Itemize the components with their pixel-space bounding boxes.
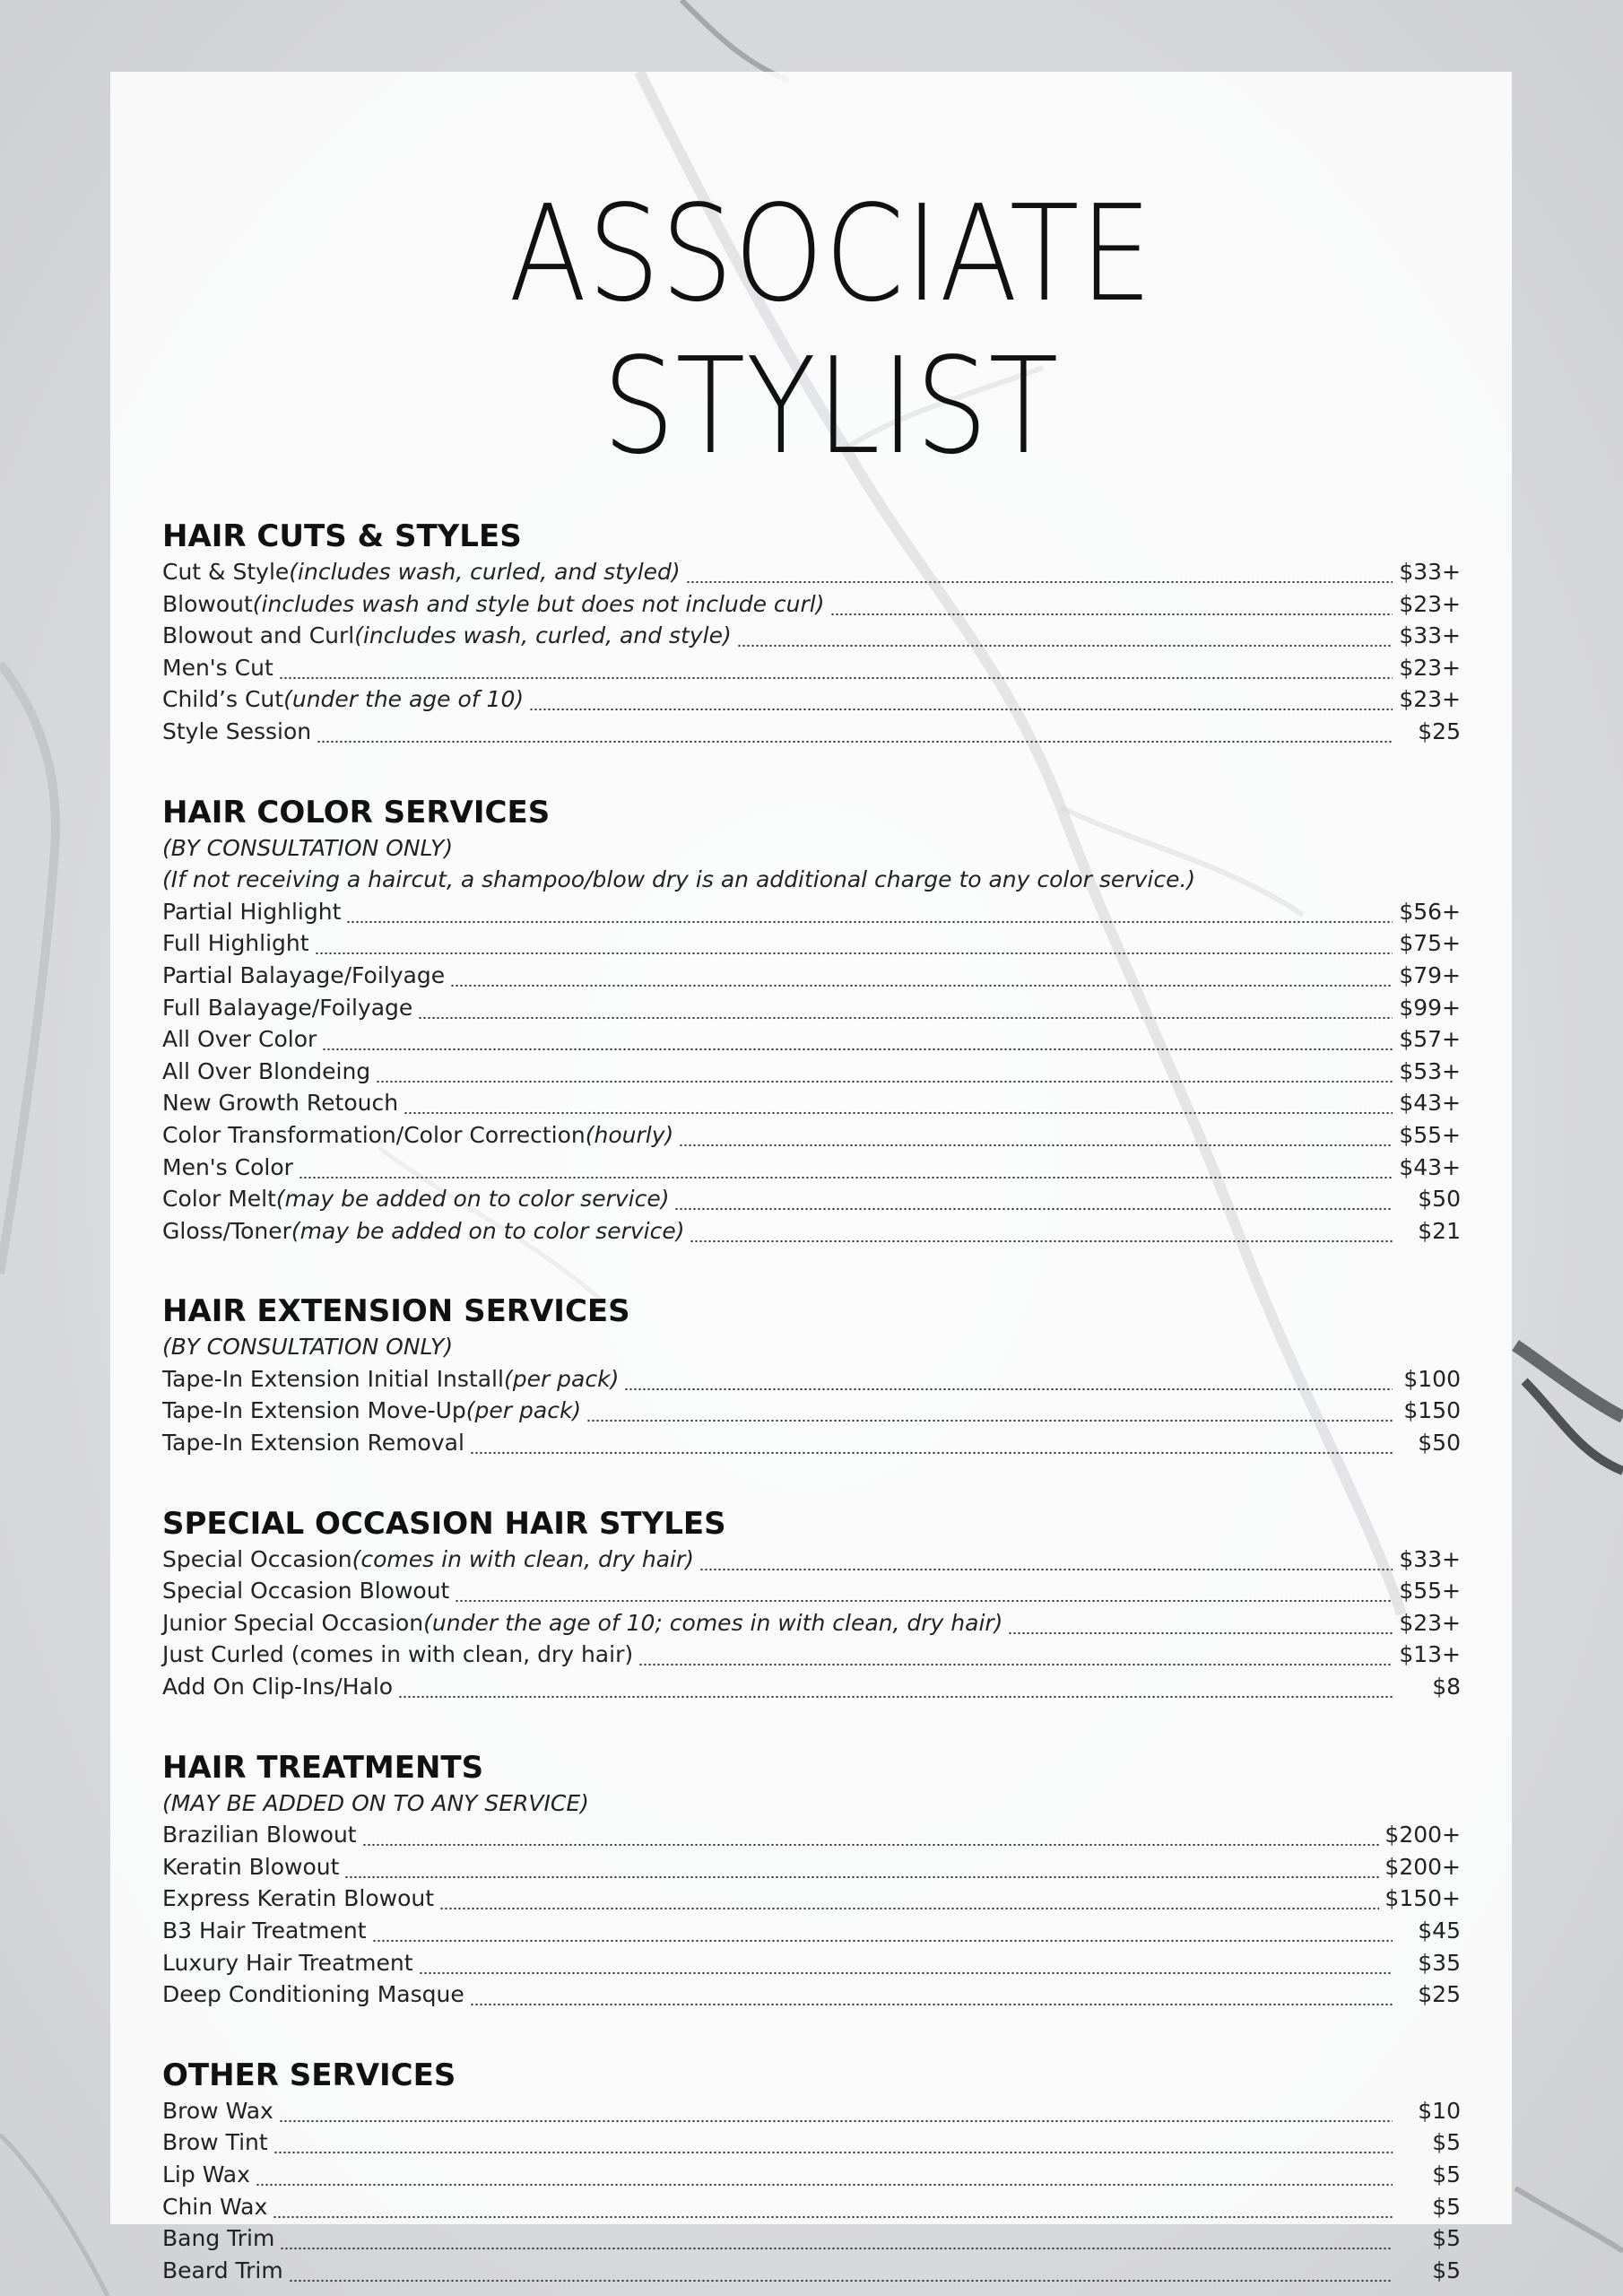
service-list (162, 1363, 1461, 1459)
service-price: $43+ (1399, 1090, 1461, 1117)
service-row (162, 2095, 1461, 2127)
section (162, 795, 1461, 1248)
section (162, 518, 1461, 748)
section-title: HAIR CUTS & STYLES (162, 518, 522, 554)
dot-leader (376, 1056, 1393, 1088)
dot-leader (273, 2191, 1393, 2223)
service-row (162, 927, 1461, 960)
service-detail: (per pack) (503, 1365, 620, 1392)
dot-leader (1008, 1607, 1393, 1639)
service-detail: (hourly) (585, 1121, 674, 1148)
service-row (162, 1915, 1461, 1947)
dot-leader (362, 1819, 1380, 1851)
dot-leader (439, 1883, 1379, 1915)
dot-leader (289, 2255, 1393, 2287)
section-note: (If not receiving a haircut, a shampoo/blow dry is an additional charge to any color service.) (162, 866, 1196, 893)
service-name: Blowout (162, 590, 253, 617)
service-name: All Over Color (162, 1026, 317, 1053)
service-name: Deep Conditioning Masque (162, 1981, 464, 2008)
service-name: Blowout and Curl (162, 622, 355, 649)
service-detail: (includes wash, curled, and style) (354, 622, 732, 649)
section-title: HAIR COLOR SERVICES (162, 794, 551, 831)
service-price: $57+ (1399, 1026, 1461, 1053)
service-row (162, 620, 1461, 652)
service-price: $45 (1418, 1918, 1461, 1944)
dot-leader (418, 992, 1393, 1024)
service-name: Special Occasion Blowout (162, 1578, 450, 1605)
service-price: $35 (1418, 1949, 1461, 1976)
service-name: Men's Color (162, 1153, 293, 1180)
dot-leader (470, 1979, 1393, 2011)
service-row (162, 1947, 1461, 1979)
service-row (162, 2222, 1461, 2255)
service-price: $79+ (1399, 961, 1461, 988)
dot-leader (470, 1427, 1393, 1459)
service-row (162, 1215, 1461, 1248)
service-list (162, 556, 1461, 748)
section-note: (BY CONSULTATION ONLY) (162, 1334, 454, 1361)
service-row (162, 1851, 1461, 1883)
service-name: Full Balayage/Foilyage (162, 994, 413, 1021)
section (162, 1293, 1461, 1458)
service-detail: (per pack) (465, 1397, 582, 1424)
section-title: SPECIAL OCCASION HAIR STYLES (162, 1505, 726, 1542)
service-name: Luxury Hair Treatment (162, 1949, 413, 1976)
service-detail: (includes wash and style but does not include curl) (252, 590, 825, 617)
service-price: $56+ (1399, 898, 1461, 925)
dot-leader (450, 960, 1393, 992)
service-sections (162, 518, 1461, 2286)
service-price: $23+ (1399, 686, 1461, 713)
service-price: $21 (1418, 1217, 1461, 1244)
dot-leader (699, 1544, 1393, 1576)
service-detail: (may be added on to color service) (291, 1217, 685, 1244)
service-price: $200+ (1384, 1853, 1461, 1880)
service-name: Tape-In Extension Removal (162, 1430, 464, 1457)
service-row (162, 1023, 1461, 1056)
service-price: $43+ (1399, 1153, 1461, 1180)
section-title: HAIR TREATMENTS (162, 1749, 484, 1786)
dot-leader (273, 2126, 1393, 2159)
service-name: New Growth Retouch (162, 1090, 399, 1117)
dot-leader (830, 588, 1393, 621)
service-name: Partial Highlight (162, 898, 342, 925)
service-row (162, 1087, 1461, 1119)
service-row (162, 556, 1461, 588)
service-price: $99+ (1399, 994, 1461, 1021)
dot-leader (690, 1215, 1393, 1248)
service-price: $23+ (1399, 654, 1461, 681)
service-price: $10 (1418, 2097, 1461, 2124)
service-row (162, 1883, 1461, 1915)
service-row (162, 1639, 1461, 1671)
service-price: $33+ (1399, 622, 1461, 649)
service-name: Color Melt (162, 1186, 276, 1213)
dot-leader (455, 1575, 1393, 1607)
dot-leader (317, 716, 1393, 748)
service-price: $33+ (1399, 1545, 1461, 1572)
section (162, 1506, 1461, 1703)
service-name: Tape-In Extension Move-Up (162, 1397, 466, 1424)
service-list (162, 896, 1461, 1248)
service-name: Brazilian Blowout (162, 1822, 357, 1848)
service-price: $23+ (1399, 1609, 1461, 1636)
page-title: ASSOCIATE STYLIST (508, 177, 1153, 483)
service-price: $8 (1432, 1674, 1461, 1700)
service-row (162, 588, 1461, 621)
service-price: $53+ (1399, 1057, 1461, 1084)
service-price: $23+ (1399, 590, 1461, 617)
service-price: $33+ (1399, 559, 1461, 585)
service-price: $5 (1432, 2129, 1461, 2156)
section (162, 1750, 1461, 2011)
service-name: B3 Hair Treatment (162, 1918, 367, 1944)
service-name: Add On Clip-Ins/Halo (162, 1674, 394, 1700)
section-note: (BY CONSULTATION ONLY) (162, 834, 454, 861)
dot-leader (404, 1087, 1393, 1119)
service-row (162, 1119, 1461, 1152)
service-name: Lip Wax (162, 2161, 250, 2187)
service-name: Full Highlight (162, 930, 309, 957)
service-row (162, 2159, 1461, 2191)
service-price: $25 (1418, 1981, 1461, 2008)
section-title: OTHER SERVICES (162, 2057, 456, 2093)
menu-content (162, 178, 1461, 2286)
service-row (162, 1544, 1461, 1576)
dot-leader (279, 2095, 1393, 2127)
dot-leader (372, 1915, 1393, 1947)
service-row (162, 1979, 1461, 2011)
dot-leader (686, 556, 1393, 588)
service-row (162, 1395, 1461, 1427)
service-name: Junior Special Occasion (162, 1609, 424, 1636)
service-row (162, 960, 1461, 992)
dot-leader (322, 1023, 1393, 1056)
service-name: Chin Wax (162, 2193, 268, 2220)
dot-leader (299, 1152, 1393, 1184)
dot-leader (638, 1639, 1393, 1671)
service-name: Brow Wax (162, 2097, 273, 2124)
service-row (162, 2255, 1461, 2287)
service-row (162, 1819, 1461, 1851)
service-name: Gloss/Toner (162, 1217, 291, 1244)
service-detail: (includes wash, curled, and styled) (289, 559, 681, 585)
service-price: $13+ (1399, 1641, 1461, 1668)
service-name: Beard Trim (162, 2257, 283, 2283)
service-price: $55+ (1399, 1121, 1461, 1148)
section (162, 2057, 1461, 2287)
service-price: $25 (1418, 718, 1461, 744)
service-row (162, 652, 1461, 684)
service-price: $50 (1418, 1186, 1461, 1213)
service-price: $150 (1403, 1397, 1461, 1424)
dot-leader (679, 1119, 1393, 1152)
service-row (162, 992, 1461, 1024)
dot-leader (529, 683, 1393, 716)
service-name: Cut & Style (162, 559, 290, 585)
service-list (162, 1819, 1461, 2011)
service-row (162, 1056, 1461, 1088)
section-title: HAIR EXTENSION SERVICES (162, 1293, 630, 1330)
service-detail: (under the age of 10) (283, 686, 525, 713)
service-row (162, 896, 1461, 928)
service-row (162, 716, 1461, 748)
service-row (162, 1671, 1461, 1703)
service-name: Color Transformation/Color Correction (162, 1121, 586, 1148)
service-name: Partial Balayage/Foilyage (162, 961, 446, 988)
service-name: Keratin Blowout (162, 1853, 340, 1880)
service-price: $5 (1432, 2257, 1461, 2283)
dot-leader (256, 2159, 1393, 2191)
dot-leader (315, 927, 1393, 960)
service-name: Bang Trim (162, 2225, 275, 2252)
service-name: Brow Tint (162, 2129, 268, 2156)
service-detail: (under the age of 10; comes in with clean, dry hair) (423, 1609, 1003, 1636)
service-price: $5 (1432, 2193, 1461, 2220)
service-price: $50 (1418, 1430, 1461, 1457)
dot-leader (344, 1851, 1379, 1883)
dot-leader (419, 1947, 1393, 1979)
service-row (162, 1607, 1461, 1639)
dot-leader (279, 652, 1393, 684)
service-name: Tape-In Extension Initial Install (162, 1365, 504, 1392)
dot-leader (398, 1671, 1393, 1703)
service-row (162, 683, 1461, 716)
service-price: $5 (1432, 2161, 1461, 2187)
dot-leader (674, 1183, 1393, 1215)
service-name: Style Session (162, 718, 312, 744)
service-row (162, 1363, 1461, 1396)
service-row (162, 2126, 1461, 2159)
service-name: All Over Blondeing (162, 1057, 371, 1084)
service-price: $150+ (1384, 1885, 1461, 1912)
menu-sheet (110, 72, 1512, 2283)
dot-leader (586, 1395, 1393, 1427)
service-price: $75+ (1399, 930, 1461, 957)
section-note: (MAY BE ADDED ON TO ANY SERVICE) (162, 1789, 589, 1816)
service-name: Special Occasion (162, 1545, 352, 1572)
service-name: Just Curled (comes in with clean, dry hair) (162, 1641, 634, 1668)
dot-leader (346, 896, 1393, 928)
service-detail: (may be added on to color service) (275, 1186, 670, 1213)
service-list (162, 2095, 1461, 2287)
service-name: Child’s Cut (162, 686, 284, 713)
dot-leader (737, 620, 1393, 652)
dot-leader (624, 1363, 1393, 1396)
service-row (162, 1427, 1461, 1459)
service-row (162, 2191, 1461, 2223)
service-detail: (comes in with clean, dry hair) (352, 1545, 695, 1572)
service-row (162, 1183, 1461, 1215)
service-name: Men's Cut (162, 654, 273, 681)
service-row (162, 1575, 1461, 1607)
service-price: $55+ (1399, 1578, 1461, 1605)
service-price: $100 (1403, 1365, 1461, 1392)
service-name: Express Keratin Blowout (162, 1885, 435, 1912)
service-row (162, 1152, 1461, 1184)
dot-leader (280, 2222, 1393, 2255)
service-price: $5 (1432, 2225, 1461, 2252)
service-price: $200+ (1384, 1822, 1461, 1848)
service-list (162, 1544, 1461, 1703)
